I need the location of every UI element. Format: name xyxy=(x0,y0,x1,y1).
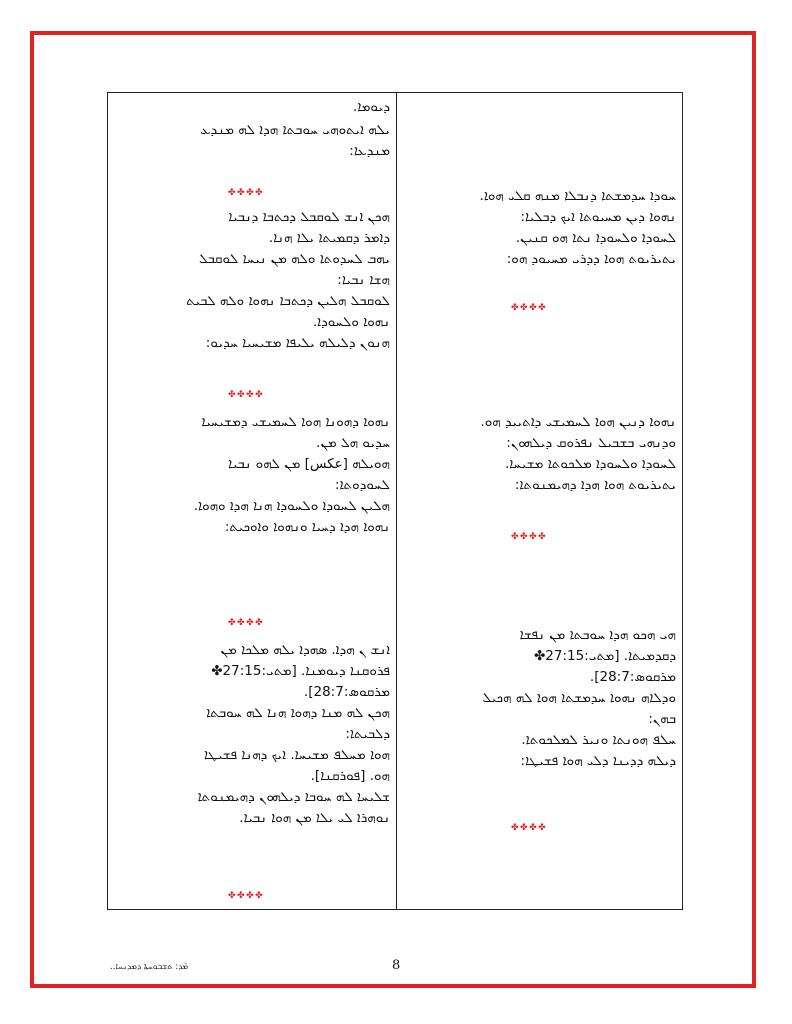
verse-line: ܘܕܢܗܝ ܒܫܒܝܠ ܢܦܪܘܩ ܕܝܠܗܘܢ: xyxy=(506,435,676,451)
verse-line: ܝܬܝܪܝܘܬ ܗܘܐ ܕܕܪܝ ܡܚܝܘܕ ܗܘ: xyxy=(506,251,676,267)
verse-line: ܦܪܘܩܢܐ ܕܝܘܡܢܐ. [ܡܬܝ:27:15✤ xyxy=(211,663,390,679)
verse-line: ܒܗܢ: xyxy=(648,711,676,727)
verse-line: ܡܪܩܘܣ:28:7]. xyxy=(303,684,390,700)
verse-line: ܠܚܘܕܘܬܐ: xyxy=(334,477,390,493)
verse-line: ܝܗܒ ܠܚܕܘܬܐ ܘܠܗ ܡܢ ܢܝܚܐ ܠܘܩܒܠ xyxy=(198,251,390,267)
verse-line: ܕܩܕܡܝܬܐ. [ܡܬܝ:27:15✤ xyxy=(533,648,676,664)
verse-line: ܗܫܐ ܢܒܝܐ: xyxy=(337,272,390,288)
column-divider xyxy=(396,92,397,910)
verse-separator-stars: ✤✤✤✤ xyxy=(228,618,265,628)
verse-separator-stars: ✤✤✤✤ xyxy=(511,532,548,542)
verse-line: ܢܗܘܐ ܘܠܚܘܕܐ. xyxy=(312,314,390,330)
verse-line: ܗܘܐ ܡܚܠܦ ܡܫܝܚܐ. ܐܝܟ ܕܗܢܐ ܦܫܝܛܐ xyxy=(203,747,390,763)
verse-line: ܐܢܫ ܢ ܗܕܐ. ܣܗܕܐ ܝܠܗ ܡܠܟܐ ܡܢ xyxy=(220,642,390,658)
verse-line: ܢܗܘܐ ܕܢܝܢ ܗܘܐ ܠܚܡܝܫܝ ܕܐܬܝܝܕ ܗܘ. xyxy=(480,414,676,430)
verse-separator-stars: ✤✤✤✤ xyxy=(511,823,548,833)
verse-line: ܕܝܠܗ ܕܕܝܢܐ ܕܠܝ ܗܘܐ ܦܫܝܛܐ: xyxy=(520,753,676,769)
verse-line: ܗܟܢ ܠܗ ܡܢܐ ܕܗܘܐ ܗܢܐ ܠܗ ܚܘܒܬܐ xyxy=(206,705,390,721)
verse-line: ܝܬܝܪܝܘܬ ܗܘܐ ܗܕܐ ܕܗܝܡܢܘܬܐ: xyxy=(514,477,676,493)
verse-line: ܕܐܡܪ ܕܩܡܝܬܐ ܝܠܐ ܗܢܐ. xyxy=(268,230,390,246)
verse-line: ܚܘܕܐ ܚܕܡܫܬܐ ܕܢܒܠܐ ܡܢܗ ܩܠܝ ܗܘܐ. xyxy=(479,188,676,204)
footer-title: ܡ̈ܕ: ܬܫܒܘܚܬܐ ܕܡܕܢܚܐ.. xyxy=(110,962,189,972)
verse-separator-stars: ✤✤✤✤ xyxy=(228,188,265,198)
verse-line: ܚܕܝܘ ܗܠ ܡܢ. xyxy=(316,435,390,451)
verse-line: ܢܘܗܪܐ ܠܝ ܝܠܐ ܡܢ ܗܘܐ ܢܒܝܐ. xyxy=(239,810,390,826)
verse-line: ܕܠܒܝܬܐ: xyxy=(345,726,390,742)
verse-line: ܢܗܘܐ ܕܝܢ ܡܚܝܘܬܐ ܐܝܟ ܕܒܠܝܐ: xyxy=(520,209,676,225)
page-number: 8 xyxy=(392,958,401,973)
verse-line: ܗܢܘܢ ܕܠܝܠܗ ܝܠܝܦܐ ܡܫܝܚܝܐ ܚܕܝܘ: xyxy=(205,335,390,351)
verse-line: ܗܝ ܗܟܘ ܗܕܐ ܚܘܒܬܐ ܡܢ ܢܦܫܐ xyxy=(519,627,676,643)
verse-line: ܘܕܠܐܗ ܢܗܘܐ ܚܕܡܫܬܐ ܗܘܐ ܠܗ ܗܟܝܠ xyxy=(482,690,676,706)
verse-separator-stars: ✤✤✤✤ xyxy=(511,303,548,313)
verse-line: ܠܚܘܕܐ ܘܠܚܘܕܐ ܡܠܟܘܬܐ ܡܫܝܚܐ. xyxy=(505,456,676,472)
verse-line: ܗܘܝܠܗ [عكس] ܡܢ ܠܗܘ ܢܒܝܐ xyxy=(228,456,390,472)
verse-line: ܗܠܝܢ ܠܚܘܕܐ ܘܠܚܘܕܐ ܗܢܐ ܗܕܐ ܘܗܘܐ. xyxy=(193,498,390,514)
verse-line: ܢܗܘܐ ܗܕܐ ܕܚܝܐ ܘܢܗܘܐ ܘܐܘܟܝܬ: xyxy=(224,519,390,535)
verse-line: ܕܝܘܡܐ. xyxy=(353,99,390,115)
verse-line: ܗܟܢ ܐܢܫ ܠܘܩܒܠ ܕܟܬܒܐ ܕܢܒܝܐ xyxy=(228,209,390,225)
verse-line: ܠܘܩܒܠ ܗܠܝܢ ܕܟܬܒܐ ܢܗܘܐ ܘܠܗ ܠܒܝܬ xyxy=(186,293,390,309)
verse-line: ܠܚܘܕܐ ܘܠܚܘܕܐ ܢܬܐ ܗܘ ܩܢܝܢ. xyxy=(515,230,676,246)
verse-line: ܡܢܕܥܐ: xyxy=(349,143,390,159)
verse-separator-stars: ✤✤✤✤ xyxy=(228,891,265,901)
verse-line: ܢܗܘܐ ܕܗܘܢܐ ܗܘܐ ܠܚܡܝܫܝ ܕܡܫܝܚܝܐ xyxy=(201,414,390,430)
verse-separator-stars: ✤✤✤✤ xyxy=(228,390,265,400)
verse-line: ܝܠܗ ܐܝܬܘܗܝ ܚܘܒܬܐ ܗܕܐ ܠܗ ܡܢܕܥ xyxy=(200,122,390,138)
verse-line: ܚܠܦ ܗܘܢܬܐ ܘܢܝܪ ܠܡܠܟܘܬܐ. xyxy=(521,732,676,748)
verse-line: ܫܠܝܚܐ ܠܗ ܚܘܒܐ ܕܝܠܗܘܢ ܕܗܝܡܢܘܬܐ xyxy=(197,789,390,805)
verse-line: ܗܘ. [ܦܘܪܩܢܐ]. xyxy=(310,768,390,784)
verse-line: ܡܪܩܘܣ:28:7]. xyxy=(589,669,676,685)
